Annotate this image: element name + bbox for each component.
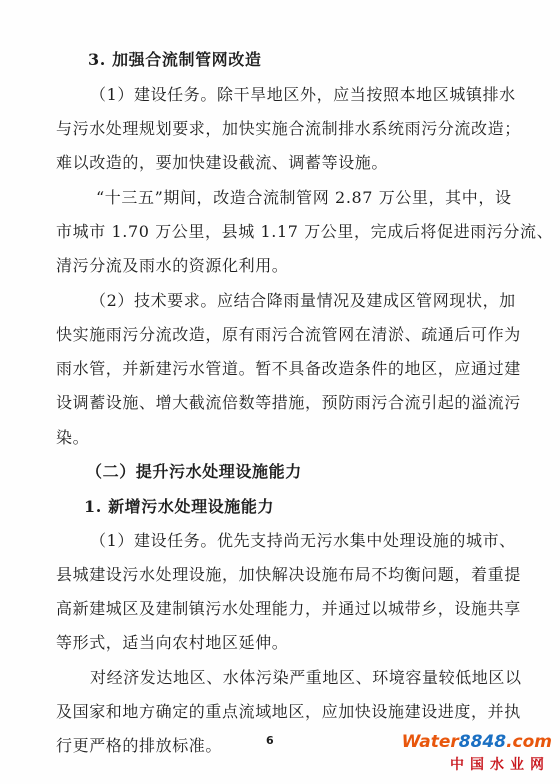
paragraph-line: 县城建设污水处理设施，加快解决设施布局不均衡问题，着重提 [56, 565, 521, 584]
paragraph-line: （2）技术要求。应结合降雨量情况及建成区管网现状，加 [90, 291, 516, 310]
paragraph-line: 等形式，适当向农村地区延伸。 [56, 633, 289, 652]
paragraph-line: 难以改造的，要加快建设截流、调蓄等设施。 [56, 153, 389, 172]
paragraph-line: （1）建设任务。优先支持尚无污水集中处理设施的城市、 [90, 531, 516, 550]
paragraph-line: 设调蓄设施、增大截流倍数等措施，预防雨污合流引起的溢流污 [56, 393, 521, 412]
watermark-brand-line [402, 732, 552, 752]
section-heading: （二）提升污水处理设施能力 [86, 462, 302, 481]
paragraph-line: “十三五”期间，改造合流制管网 2.87 万公里，其中，设 [96, 188, 512, 207]
paragraph-line: 染。 [56, 428, 90, 447]
paragraph-line: 市城市 1.70 万公里，县城 1.17 万公里，完成后将促进雨污分流、 [56, 222, 554, 241]
paragraph-line: 清污分流及雨水的资源化利用。 [56, 256, 289, 275]
paragraph-line: 快实施雨污分流改造，原有雨污合流管网在清淤、疏通后可作为 [56, 325, 521, 344]
paragraph-line: 雨水管，并新建污水管道。暂不具备改造条件的地区，应通过建 [56, 359, 521, 378]
watermark-suffix: .com [506, 732, 552, 752]
watermark-number: 8848 [458, 732, 507, 752]
paragraph-line: 及国家和地方确定的重点流域地区，应加快设施建设进度，并执 [56, 702, 521, 721]
paragraph-line: 对经济发达地区、水体污染严重地区、环境容量较低地区以 [90, 668, 522, 687]
subsection-heading: 1. 新增污水处理设施能力 [84, 497, 275, 516]
watermark-logo [401, 732, 552, 778]
watermark-brand: Water [401, 732, 459, 752]
section-heading: 3. 加强合流制管网改造 [88, 50, 262, 69]
watermark-chinese: 中国水业网 [450, 757, 550, 773]
paragraph-line: 与污水处理规划要求，加快实施合流制排水系统雨污分流改造； [56, 119, 521, 138]
paragraph-line: （1）建设任务。除干旱地区外，应当按照本地区城镇排水 [90, 85, 516, 104]
page-number: 6 [266, 734, 274, 747]
paragraph-line: 高新建城区及建制镇污水处理能力，并通过以城带乡，设施共享 [56, 599, 521, 618]
paragraph-line: 行更严格的排放标准。 [56, 736, 223, 755]
